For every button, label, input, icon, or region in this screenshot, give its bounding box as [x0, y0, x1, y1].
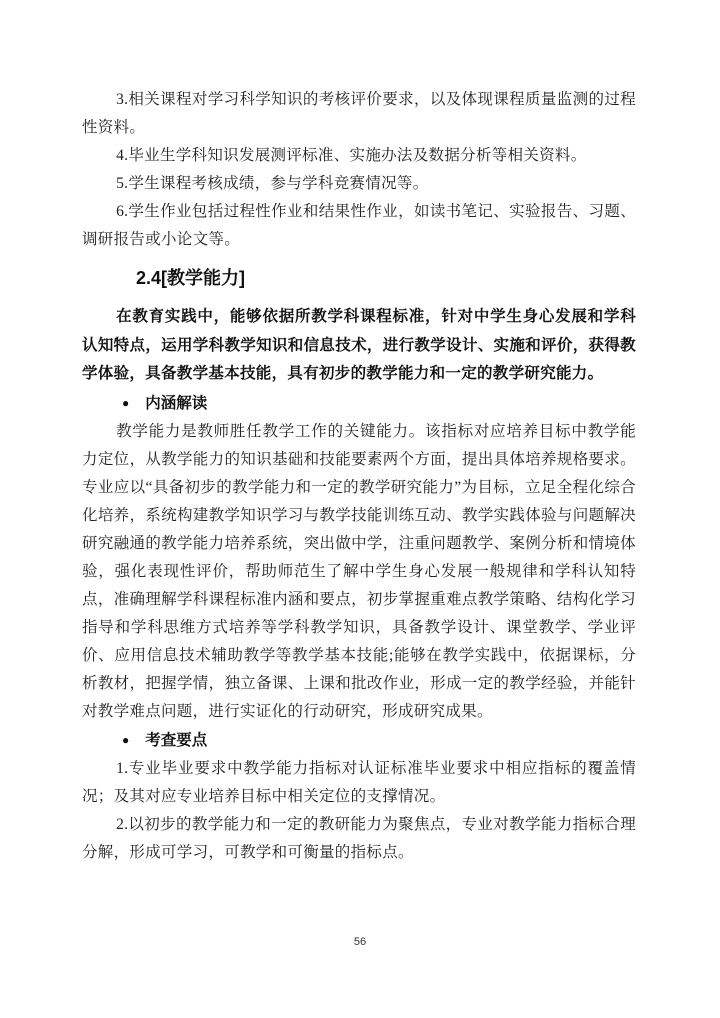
examine-point-1: 1.专业毕业要求中教学能力指标对认证标准毕业要求中相应指标的覆盖情况；及其对应专业培养目标中相关定位的支撑情况。 — [82, 759, 636, 805]
bullet-icon: ● — [122, 732, 130, 747]
connotation-paragraph: 教学能力是教师胜任教学工作的关键能力。该指标对应培养目标中教学能力定位，从教学能力的知识基础和技能要素两个方面，提出具体培养规格要求。专业应以“具备初步的教学能力和一定的教学研究能力”为目标，立足全程化综合化培养，系统构建教学知识学习与教学技能训练互动、教学实践体验与问题解决研究融通的教学能力培养系统，突出做中学，注重问题教学、案例分析和情境体验，强化表现性评价，帮助师范生了解中学生身心发展一般规律和学科认知特点，准确理解学科课程标准内涵和要点，初步掌握重难点教学策略、结构化学习指导和学科思维方式培养等学科教学知识，具备教学设计、课堂教学、学业评价、应用信息技术辅助教学等教学基本技能;能够在教学实践中，依据课标，分析教材，把握学情，独立备课、上课和批改作业，形成一定的教学经验，并能针对教学难点问题，进行实证化的行动研究，形成研究成果。 — [82, 422, 636, 720]
examine-point-2: 2.以初步的教学能力和一定的教研能力为聚焦点，专业对教学能力指标合理分解，形成可学习，可教学和可衡量的指标点。 — [82, 815, 636, 861]
list-item-6: 6.学生作业包括过程性作业和结果性作业，如读书笔记、实验报告、习题、调研报告或小论文等。 — [82, 203, 636, 248]
document-body — [82, 86, 636, 867]
bullet-label-examine: 考查要点 — [145, 731, 208, 749]
list-item-4: 4.毕业生学科知识发展测评标准、实施办法及数据分析等相关资料。 — [116, 147, 587, 164]
list-item-5: 5.学生课程考核成绩，参与学科竞赛情况等。 — [116, 175, 429, 192]
bullet-icon: ● — [122, 395, 130, 410]
bullet-heading-connotation — [82, 389, 636, 418]
list-item-3: 3.相关课程对学习科学知识的考核评价要求，以及体现课程质量监测的过程性资料。 — [82, 91, 636, 136]
bullet-label-connotation: 内涵解读 — [145, 394, 208, 412]
section-intro-paragraph: 在教育实践中，能够依据所教学科课程标准，针对中学生身心发展和学科认知特点，运用学科教学知识和信息技术，进行教学设计、实施和评价，获得教学体验，具备教学基本技能，具有初步的教学能力和一定的教学研究能力。 — [82, 308, 636, 382]
section-heading: 2.4[教学能力] — [136, 268, 246, 288]
bullet-heading-examine — [82, 726, 636, 755]
page-number: 56 — [353, 936, 367, 948]
